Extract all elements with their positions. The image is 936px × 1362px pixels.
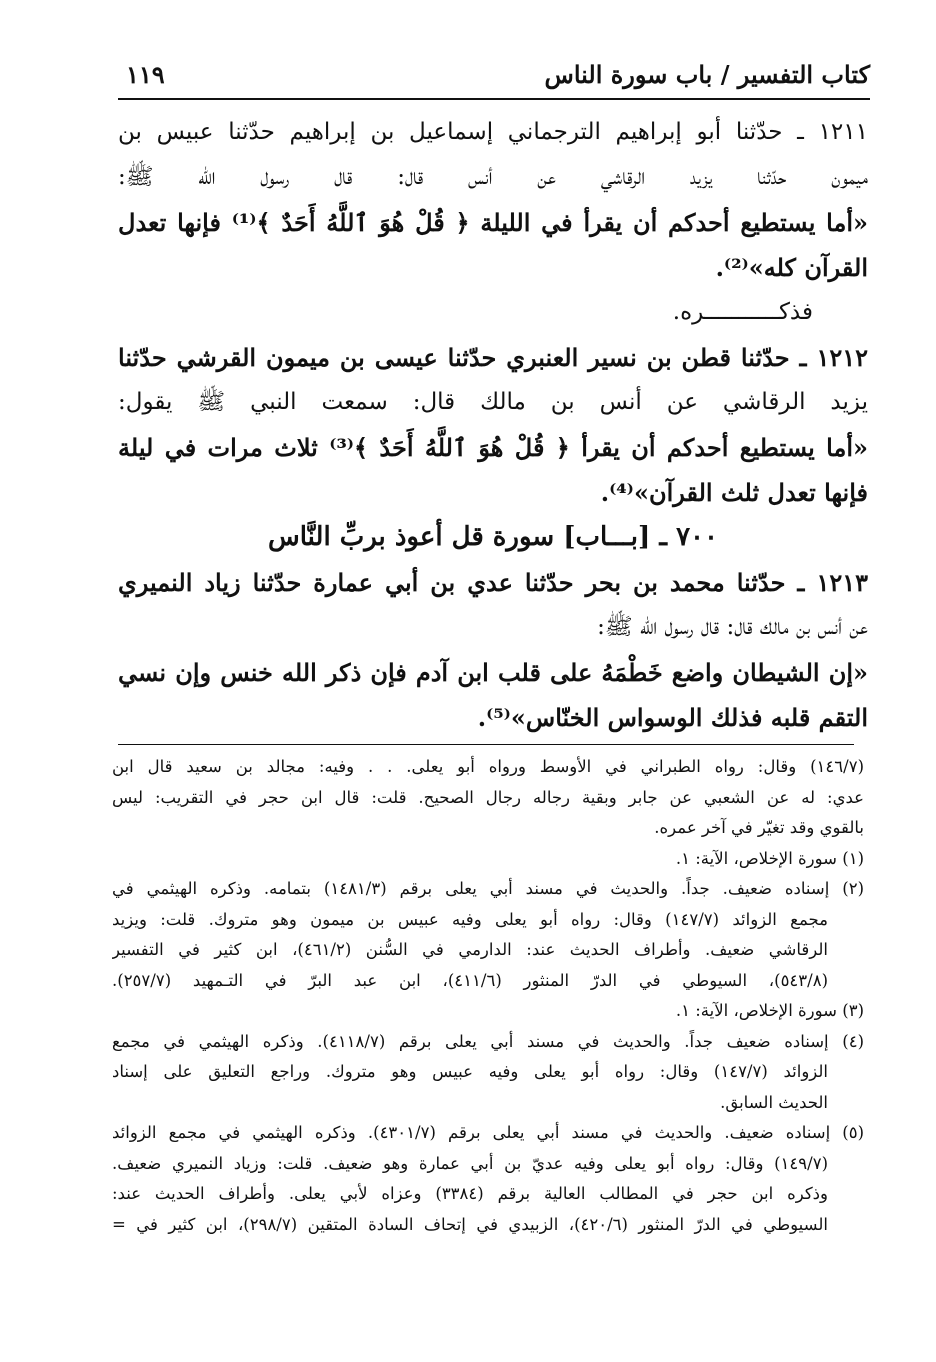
hadith-text-line: «أما يستطيع أحدكم أن يقرأ ﴿ قُلْ هُوَ ٱللَّهُ أَحَدٌ ﴾⁽³⁾ ثلاث مرات في ليلة [118,433,868,462]
text-line: ميمون حدّثنا يزيد الرقاشي عن أنس قال: قال رسول الله ﷺ: [118,164,868,190]
footnotes [112,752,864,1240]
text-line: ١٢١٢ ـ حدّثنا قطن بن نسير العنبري حدّثنا عيسى بن ميمون القرشي حدّثنا [118,343,868,372]
footnote-line: وذكره ابن حجر في المطالب العالية برقم (٣٣٨٤) وعزاه لأبي يعلى. وأطراف الحديث عند: [112,1184,828,1203]
footnote-line: (١٤٦/٧) وقال: رواه الطبراني في الأوسط ورواه أبو يعلى. . . وفيه: مجالد بن سعيد قال ابن [112,757,864,776]
text-line: ١٢١١ ـ حدّثنا أبو إبراهيم الترجماني إسماعيل بن إبراهيم حدّثنا عبيس بن [118,119,868,145]
text-line: عن أنس بن مالك قال: قال رسول الله ﷺ: [597,614,868,640]
chapter-heading: ٧٠٠ ـ [بـــاب] سورة قل أعوذ بربِّ النَّاس [268,522,718,552]
footnote-line: الرقاشي ضعيف. وأطراف الحديث عند: الدارمي في السُّنن (٤٦١/٢)، ابن كثير في التفسير [112,940,829,959]
running-header [118,56,870,100]
footnote-line: الحديث السابق. [720,1092,828,1112]
footnote-line: (١) سورة الإخلاص، الآية: ١. [675,848,864,868]
footnote-line: (٥٤٣/٨)، السيوطي في الدرّ المنثور (٤١١/٦)، ابن عبد البرّ في التـمهيد (٢٥٧/٧). [112,970,829,990]
footnote-line: (١٤٩/٧) وقال: رواه أبو يعلى وفيه عديّ بن أبي عمارة وهو ضعيف. قلت: وزياد النميري ضعيف. [112,1153,828,1173]
hadith-text-line: «أما يستطيع أحدكم أن يقرأ في الليلة ﴿ قُلْ هُوَ ٱللَّهُ أَحَدٌ ﴾⁽¹⁾ فإنها تعدل [118,208,868,237]
footnote-line: بالقوي وقد تغيّر في آخر عمره. [654,818,864,837]
footnote-line: عدي: له عن الشعبي عن جابر وبقية رجاله رجال الصحيح. قلت: قال ابن حجر في التقريب: ليس [112,787,864,807]
main-text [118,110,868,740]
hadith-text-line: القرآن كله»⁽²⁾. [715,253,868,282]
footnote-line: (٤) إسناده ضعيف جداً. والحديث في مسند أبي يعلى برقم (٤١١٨/٧). وذكره الهيثمي في مجمع [112,1031,864,1051]
hadith-text-line: التقم قلبه فذلك الوسواس الخنّاس»⁽⁵⁾. [477,703,868,732]
header-title: كتاب التفسير / باب سورة الناس [544,60,870,89]
hadith-text-line: فإنها تعدل ثلث القرآن»⁽⁴⁾. [600,478,868,507]
footnote-separator [118,744,854,745]
page-number: ١١٩ [126,60,165,89]
footnote-line: السيوطي في الدرّ المنثور (٤٢٠/٦)، الزبيدي في إتحاف السادة المتقين (٢٩٨/٧)، ابن كثير في = [112,1214,828,1234]
text-line: يزيد الرقاشي عن أنس بن مالك قال: سمعت النبي ﷺ يقول: [118,389,868,415]
text-line: ١٢١٣ ـ حدّثنا محمد بن بحر حدّثنا عدي بن أبي عمارة حدّثنا زياد النميري [118,568,868,597]
footnote-line: الزوائد (١٤٧/٧) وقال: رواه أبو يعلى وفيه عبيس وهو متروك. وراجع التعليق على إسناد [112,1062,829,1081]
footnote-line: مجمع الزوائد (١٤٧/٧) وقال: رواه أبو يعلى وفيه عبيس بن ميمون وهو متروك. قلت: ويزيد [112,909,828,929]
footnote-line: (٣) سورة الإخلاص، الآية: ١. [675,1001,864,1020]
hadith-text-line: «إن الشيطان واضع خَطْمَهُ على قلب ابن آدم فإن ذكر الله خنس وإن نسي [118,658,868,687]
footnote-line: (٢) إسناده ضعيف. جداً. والحديث في مسند أبي يعلى برقم (١٤٨١/٣) بتمامه. وذكره الهيثمي في [112,879,864,898]
text-line: فذكـــــــــــره. [672,299,813,325]
footnote-line: (٥) إسناده ضعيف. والحديث في مسند أبي يعلى برقم (٤٣٠١/٧). وذكره الهيثمي في مجمع الزوائد [112,1123,864,1142]
